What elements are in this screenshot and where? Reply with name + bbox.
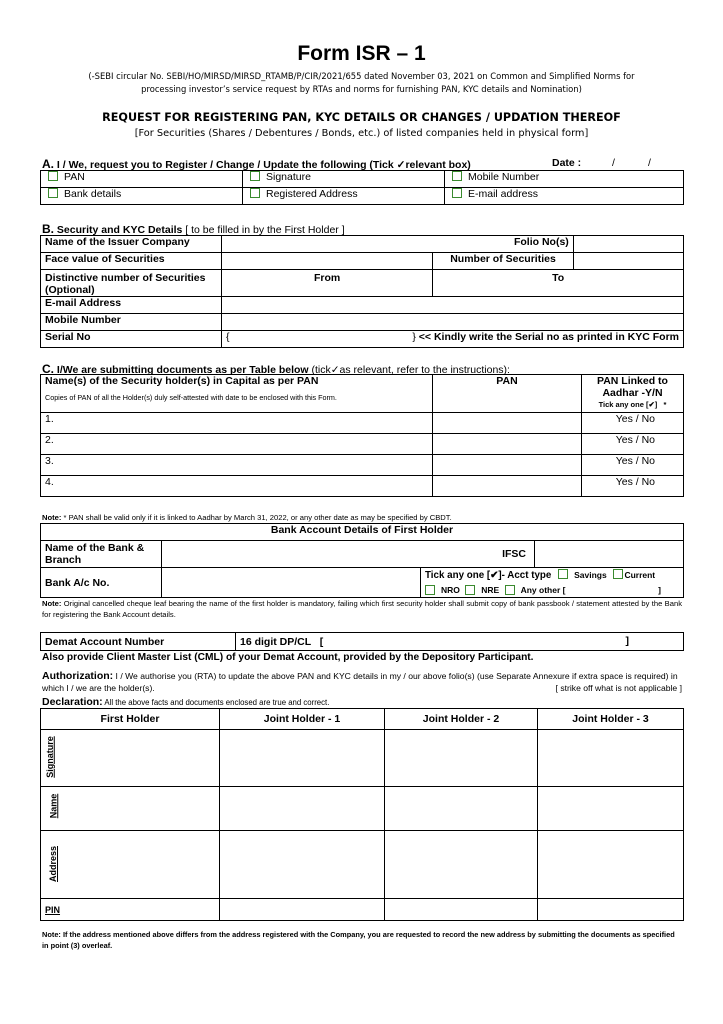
- holder-row-4-num: 4.: [45, 476, 54, 488]
- ifsc-label: IFSC: [162, 541, 535, 568]
- first-holder-signature[interactable]: [41, 730, 220, 787]
- dp-open: [: [319, 635, 324, 648]
- option-pan-label: PAN: [64, 171, 85, 183]
- date-separator-1: /: [612, 157, 615, 169]
- holder-row-1-pan[interactable]: [433, 413, 582, 434]
- other-close: ]: [658, 585, 661, 595]
- holder-name-col-sub: Copies of PAN of all the Holder(s) duly self-attested with date to be enclosed with this Form.: [45, 393, 337, 402]
- savings-checkbox[interactable]: [558, 569, 568, 579]
- section-b-table: [40, 235, 684, 348]
- email-field[interactable]: [221, 297, 683, 314]
- pan-note-text: * PAN shall be valid only if it is linked to Aadhar by March 31, 2022, or any other date as may be specified by CBDT.: [61, 513, 452, 522]
- holder-row-1-name[interactable]: [41, 413, 433, 434]
- date-separator-2: /: [648, 157, 651, 169]
- joint-1-address[interactable]: [220, 831, 385, 899]
- email-label: E-mail Address: [41, 297, 222, 314]
- section-b-title: Security and KYC Details: [54, 224, 183, 236]
- first-holder-name[interactable]: [41, 787, 220, 831]
- declaration-label: Declaration:: [42, 696, 103, 708]
- date-label: Date :: [552, 157, 582, 169]
- other-checkbox[interactable]: [505, 585, 515, 595]
- option-address-label: Registered Address: [266, 188, 358, 200]
- circular-line-2: processing investor’s service request by RTAs and norms for furnishing PAN, KYC details and Nomination): [141, 84, 582, 94]
- joint-holder-2-header: Joint Holder - 2: [385, 709, 538, 730]
- option-mobile-label: Mobile Number: [468, 171, 540, 183]
- face-value-label: Face value of Securities: [41, 253, 222, 270]
- aadhar-asterisk: *: [663, 400, 667, 409]
- joint-1-pin[interactable]: [220, 899, 385, 921]
- mobile-field[interactable]: [221, 314, 683, 331]
- signature-checkbox[interactable]: [250, 171, 260, 181]
- address-note: Note: If the address mentioned above differs from the address registered with the Company, you are requested to record the new address by submitting the documents as specified in point (3) overleaf.: [42, 930, 675, 950]
- option-bank[interactable]: [41, 188, 243, 205]
- section-c-tail: (tick✓as relevant, refer to the instructions):: [308, 364, 510, 376]
- pan-note: [42, 513, 682, 522]
- joint-3-name[interactable]: [538, 787, 684, 831]
- joint-3-signature[interactable]: [538, 730, 684, 787]
- bank-heading: Bank Account Details of First Holder: [41, 524, 684, 541]
- option-mobile[interactable]: [445, 171, 684, 188]
- section-b-letter: B.: [42, 222, 54, 236]
- serial-label: Serial No: [41, 331, 222, 348]
- bank-table: [40, 523, 684, 598]
- authorization-label: Authorization:: [42, 670, 114, 682]
- request-heading: REQUEST FOR REGISTERING PAN, KYC DETAILS OR CHANGES / UPDATION THEREOF: [102, 111, 621, 124]
- holder-name-header: [41, 375, 433, 413]
- section-a-letter: A.: [42, 157, 54, 171]
- joint-3-address[interactable]: [538, 831, 684, 899]
- section-c-title: I/We are submitting documents as per Table below: [54, 364, 309, 376]
- joint-holder-3-header: Joint Holder - 3: [538, 709, 684, 730]
- account-type-cell: [421, 568, 684, 598]
- holders-table: [40, 708, 684, 921]
- nro-label: NRO: [441, 585, 460, 595]
- section-b-bracket: [ to be filled in by the First Holder ]: [182, 224, 345, 236]
- address-checkbox[interactable]: [250, 188, 260, 198]
- serial-field[interactable]: [221, 331, 683, 348]
- bank-name-label: Name of the Bank & Branch: [41, 541, 162, 568]
- circular-line-1: (-SEBI circular No. SEBI/HO/MIRSD/MIRSD_RTAMB/P/CIR/2021/655 dated November 03, 2021 on Common and Simplified Norms for: [88, 71, 635, 81]
- savings-label: Savings: [574, 570, 607, 580]
- account-field[interactable]: [162, 568, 421, 598]
- option-email-label: E-mail address: [468, 188, 539, 200]
- holder-row-4-yn[interactable]: Yes / No: [582, 476, 684, 497]
- holder-row-4-name[interactable]: [41, 476, 433, 497]
- first-holder-address[interactable]: [41, 831, 220, 899]
- joint-2-signature[interactable]: [385, 730, 538, 787]
- demat-table: [40, 632, 684, 651]
- holder-row-4-pan[interactable]: [433, 476, 582, 497]
- folio-field[interactable]: [573, 236, 683, 253]
- bank-note-text: Original cancelled cheque leaf bearing the name of the first holder is mandatory, failing which first security holder shall submit copy of bank passbook / statement attested by the Bank for registering the Bank Account details.: [42, 599, 682, 619]
- section-c-table: [40, 374, 684, 497]
- strike-note: [ strike off what is not applicable ]: [555, 683, 682, 693]
- pin-row-label: PIN: [45, 904, 61, 915]
- first-holder-header: First Holder: [41, 709, 220, 730]
- section-a-options-table: [40, 170, 684, 205]
- other-label: Any other [: [520, 585, 566, 595]
- holder-row-2-num: 2.: [45, 434, 54, 446]
- pan-checkbox[interactable]: [48, 171, 58, 181]
- current-label: Current: [624, 570, 656, 580]
- serial-hint: [412, 331, 679, 343]
- cml-note: Also provide Client Master List (CML) of your Demat Account, provided by the Depository Participant.: [42, 652, 534, 663]
- option-address[interactable]: [243, 188, 445, 205]
- aadhar-col-line2: Aadhar -Y/N: [602, 387, 663, 399]
- mobile-checkbox[interactable]: [452, 171, 462, 181]
- pan-note-label: Note:: [42, 513, 62, 522]
- demat-label: Demat Account Number: [41, 633, 236, 651]
- face-value-field[interactable]: [221, 253, 432, 270]
- section-a-text: I / We, request you to Register / Change / Update the following (Tick ✓relevant box): [54, 159, 471, 171]
- dp-close: ]: [625, 635, 629, 647]
- name-row-label: Name: [48, 793, 59, 819]
- first-holder-pin[interactable]: [41, 899, 220, 921]
- signature-row-label: Signature: [44, 736, 55, 778]
- num-securities-field[interactable]: [573, 253, 683, 270]
- holder-row-3-yn[interactable]: Yes / No: [582, 455, 684, 476]
- joint-2-address[interactable]: [385, 831, 538, 899]
- email-checkbox[interactable]: [452, 188, 462, 198]
- holder-row-3-pan[interactable]: [433, 455, 582, 476]
- holder-row-1-yn[interactable]: Yes / No: [582, 413, 684, 434]
- aadhar-col-line1: PAN Linked to: [597, 375, 668, 387]
- dp-label: 16 digit DP/CL: [240, 635, 311, 648]
- declaration-text: All the above facts and documents enclosed are true and correct.: [102, 698, 330, 707]
- issuer-label: Name of the Issuer Company: [41, 236, 222, 253]
- nro-checkbox[interactable]: [425, 585, 435, 595]
- holder-row-3-name[interactable]: [41, 455, 433, 476]
- option-signature[interactable]: [243, 171, 445, 188]
- holder-name-col-title: Name(s) of the Security holder(s) in Capital as per PAN: [45, 375, 319, 387]
- pan-col-header: PAN: [433, 375, 582, 413]
- joint-1-name[interactable]: [220, 787, 385, 831]
- folio-label: Folio No(s): [221, 236, 573, 253]
- bank-note: [42, 598, 682, 620]
- serial-open-brace: {: [225, 331, 230, 343]
- bank-checkbox[interactable]: [48, 188, 58, 198]
- holder-row-2-yn[interactable]: Yes / No: [582, 434, 684, 455]
- aadhar-col-line3: [586, 399, 679, 411]
- account-type-label: Tick any one [✔]- Acct type: [425, 570, 552, 581]
- holder-row-2-name[interactable]: [41, 434, 433, 455]
- serial-note: << Kindly write the Serial no as printed in KYC Form: [418, 331, 679, 343]
- circular-reference: [60, 70, 663, 96]
- form-title: Form ISR – 1: [297, 42, 426, 65]
- holder-row-2-pan[interactable]: [433, 434, 582, 455]
- distinctive-label: Distinctive number of Securities (Optional): [41, 270, 222, 297]
- address-row-label: Address: [48, 845, 59, 883]
- request-subheading: [For Securities (Shares / Debentures / Bonds, etc.) of listed companies held in physical form]: [134, 128, 589, 139]
- option-pan[interactable]: [41, 171, 243, 188]
- from-label: From: [221, 270, 432, 297]
- account-label: Bank A/c No.: [41, 568, 162, 598]
- joint-3-pin[interactable]: [538, 899, 684, 921]
- option-bank-label: Bank details: [64, 188, 122, 200]
- tick-any-one-label: Tick any one [✔]: [598, 400, 658, 409]
- demat-field[interactable]: [236, 633, 684, 651]
- section-a-heading: [42, 157, 682, 171]
- ifsc-field[interactable]: [535, 541, 684, 568]
- joint-holder-1-header: Joint Holder - 1: [220, 709, 385, 730]
- authorization: [42, 670, 682, 694]
- option-email[interactable]: [445, 188, 684, 205]
- mobile-label: Mobile Number: [41, 314, 222, 331]
- section-b-heading: [42, 222, 345, 236]
- joint-2-name[interactable]: [385, 787, 538, 831]
- num-securities-label: Number of Securities: [433, 253, 574, 270]
- aadhar-col-header: [582, 375, 684, 413]
- option-signature-label: Signature: [266, 171, 311, 183]
- section-c-letter: C.: [42, 362, 54, 376]
- bank-note-label: Note:: [42, 599, 62, 608]
- declaration: [42, 696, 329, 708]
- serial-close-brace: }: [412, 331, 419, 343]
- holder-row-1-num: 1.: [45, 413, 54, 425]
- current-checkbox[interactable]: [613, 569, 623, 579]
- holder-row-3-num: 3.: [45, 455, 54, 467]
- authorization-text: I / We authorise you (RTA) to update the above PAN and KYC details in my / our above folio(s) (use Separate Annexure if extra space is required) in which I / we are the holder(s).: [42, 671, 678, 693]
- to-label: To: [433, 270, 684, 297]
- nre-label: NRE: [481, 585, 500, 595]
- nre-checkbox[interactable]: [465, 585, 475, 595]
- joint-2-pin[interactable]: [385, 899, 538, 921]
- joint-1-signature[interactable]: [220, 730, 385, 787]
